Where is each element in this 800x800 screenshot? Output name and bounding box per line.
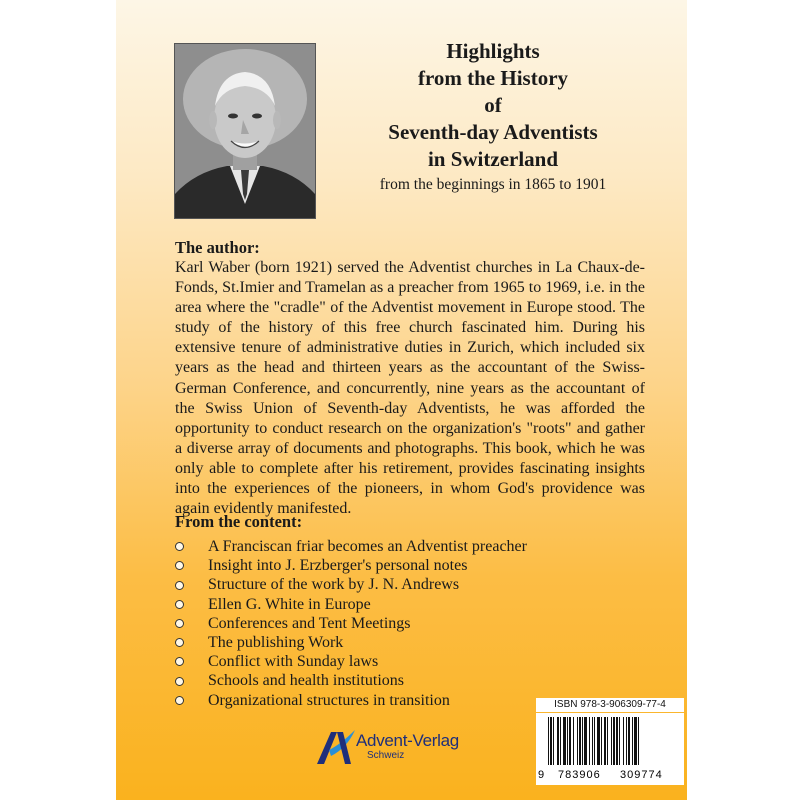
list-item-label: Conflict with Sunday laws [208,653,379,671]
list-item-label: Schools and health institutions [208,672,404,690]
author-photo [174,43,316,219]
list-item-label: Insight into J. Erzberger's personal notes [208,557,468,575]
barcode [536,713,684,785]
list-item-label: Structure of the work by J. N. Andrews [208,576,460,594]
list-item [175,633,527,652]
list-item [175,575,527,594]
list-item [175,652,527,671]
barcode-bars-icon [536,713,684,769]
publisher-name: Advent-Verlag [356,731,459,750]
circle-bullet-icon [175,600,184,609]
list-item-label: Organizational structures in transition [208,691,450,709]
circle-bullet-icon [175,638,184,647]
title-line: in Switzerland [427,147,559,171]
circle-bullet-icon [175,581,184,590]
list-item [175,614,527,633]
publisher-logo [315,726,459,776]
isbn-label: ISBN 978-3-906309-77-4 [536,698,684,712]
circle-bullet-icon [175,561,184,570]
title-line: from the History [417,66,569,90]
list-item [175,537,527,556]
circle-bullet-icon [175,542,184,551]
list-item-label: Conferences and Tent Meetings [208,614,411,632]
content-list [175,537,527,710]
circle-bullet-icon [175,696,184,705]
list-item [175,595,527,614]
content-heading: From the content: [175,512,303,531]
barcode-right-group: 309774 [620,769,663,781]
barcode-first-digit: 9 [538,769,545,781]
author-portrait-image [175,44,315,218]
list-item [175,691,527,710]
title-line: Highlights [446,39,540,63]
list-item-label: The publishing Work [208,634,344,652]
list-item-label: A Franciscan friar becomes an Adventist preacher [208,538,527,555]
list-item [175,671,527,690]
barcode-digits [536,768,684,784]
publisher-country: Schweiz [367,750,405,761]
circle-bullet-icon [175,619,184,628]
book-back-cover [116,0,687,800]
list-item [175,556,527,575]
advent-verlag-logo-icon [315,726,359,770]
book-subtitle: from the beginnings in 1865 to 1901 [379,176,607,193]
book-title-block [338,38,648,196]
list-item-label: Ellen G. White in Europe [208,595,371,613]
author-heading: The author: [175,238,260,257]
author-bio: Karl Waber (born 1921) served the Adventist churches in La Chaux-de-Fonds, St.Imier and Tramelan as a preacher from 1965 to 1969, i.e. in the area where the "cradle" of the Adventist movement in Europe stood. The study of the history of this free church fascinated him. During his extensive tenure of administrative duties in Zurich, which included six years as the head and thirteen years as the accountant of the Swiss-German Conference, and concurrently, nine years as the accountant of the Swiss Union of Seventh-day Adventists, he was afforded the opportunity to conduct research on the organization's "roots" and gather a diverse array of documents and photographs. This book, which he was only able to complete after his retirement, provides fascinating insights into the experiences of the pioneers, in whom God's providence was again evidently manifested. [175,259,645,518]
barcode-left-group: 783906 [558,769,601,781]
title-line: of [484,93,502,117]
circle-bullet-icon [175,657,184,666]
title-line: Seventh-day Adventists [388,120,598,144]
circle-bullet-icon [175,677,184,686]
